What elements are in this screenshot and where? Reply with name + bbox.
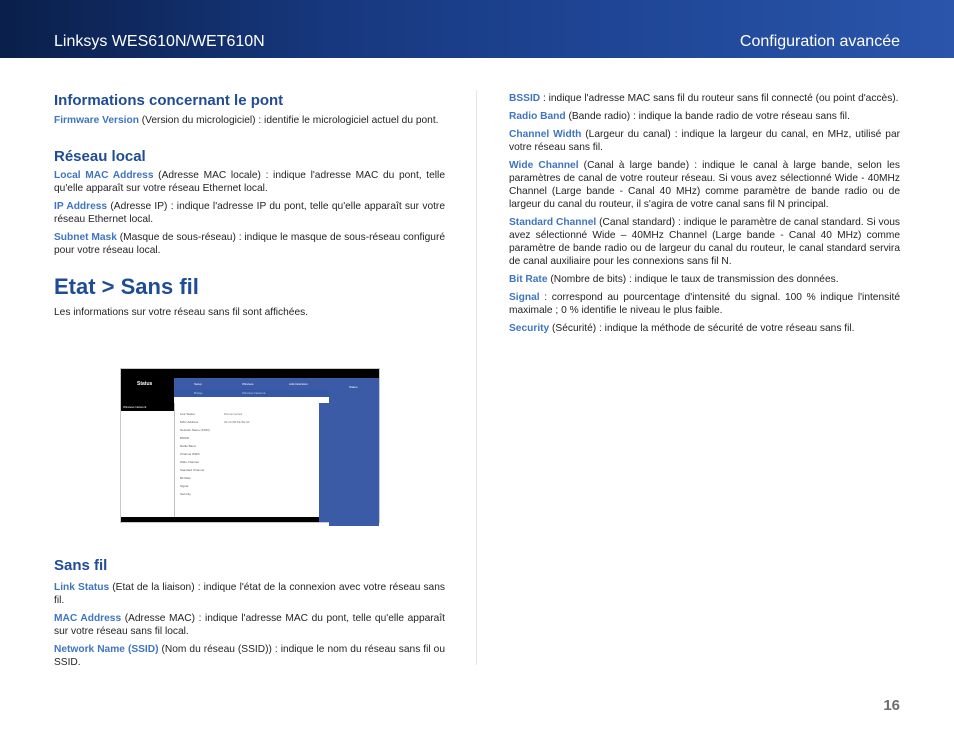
firmware-paragraph (54, 114, 445, 127)
left-column (54, 92, 445, 319)
security-text: (Sécurité) : indique la méthode de sécurité de votre réseau sans fil. (549, 323, 855, 334)
radio-band-term: Radio Band (509, 111, 566, 122)
signal-paragraph (509, 291, 900, 317)
shot-subnav-bridge: Bridge (194, 391, 203, 395)
wide-channel-paragraph (509, 159, 900, 211)
section-title: Configuration avancée (739, 33, 900, 50)
header-banner (0, 0, 954, 58)
local-network-heading: Réseau local (54, 148, 146, 165)
radio-band-paragraph (509, 110, 900, 123)
shot-row: MAC Address (180, 420, 199, 424)
shot-row: Signal (180, 484, 189, 488)
page-number: 16 (883, 697, 900, 714)
shot-vline (174, 403, 175, 517)
right-column (509, 92, 900, 335)
shot-nav-administration: Administration (289, 382, 309, 386)
shot-status-tab: Status (349, 385, 358, 389)
standard-channel-paragraph (509, 216, 900, 268)
wide-channel-text: (Canal à large bande) : indique le canal à large bande, selon les paramètres de canal de votre routeur réseau. Si vous avez sélectionné Wide - 40MHz Channel (Large bande - Canal 40 MHz) comme paramètre de bande radio ou de largeur du canal du routeur, il s'agira de votre canal sans fil N principal. (509, 160, 900, 210)
bit-rate-paragraph (509, 273, 900, 286)
channel-width-paragraph (509, 128, 900, 154)
wide-channel-term: Wide Channel (509, 160, 579, 171)
security-term: Security (509, 323, 550, 334)
shot-row: Link Status (180, 412, 195, 416)
product-title: Linksys WES610N/WET610N (54, 33, 265, 50)
subnet-term: Subnet Mask (54, 232, 117, 243)
bssid-term: BSSID (509, 93, 541, 104)
ip-paragraph (54, 200, 445, 226)
local-mac-term: Local MAC Address (54, 170, 154, 181)
shot-section-label (121, 403, 174, 411)
main-heading: Etat > Sans fil (54, 274, 199, 299)
shot-row: Wide Channel (180, 460, 199, 464)
shot-status-block (121, 369, 174, 403)
local-mac-text: (Adresse MAC locale) : indique l'adresse MAC du pont, telle qu'elle apparaît sur votre réseau Ethernet local. (54, 170, 445, 194)
main-intro: Les informations sur votre réseau sans fil sont affichées. (54, 307, 309, 318)
shot-row: Bit Rate (180, 476, 191, 480)
bit-rate-term: Bit Rate (509, 274, 548, 285)
shot-subnav (174, 390, 329, 397)
ip-term: IP Address (54, 201, 108, 212)
shot-navbar (174, 378, 329, 390)
radio-band-text: (Bande radio) : indique la bande radio de votre réseau sans fil. (565, 111, 850, 122)
bssid-text: : indique l'adresse MAC sans fil du routeur sans fil connecté (ou point d'accès). (540, 93, 899, 104)
shot-nav-setup: Setup (194, 382, 202, 386)
signal-term: Signal (509, 292, 540, 303)
column-divider (476, 90, 477, 665)
shot-section-text: Wireless Network (123, 405, 147, 409)
shot-status-label: Status (137, 381, 153, 387)
link-status-term: Link Status (54, 582, 110, 593)
wireless-heading: Sans fil (54, 557, 108, 574)
shot-side-blue (319, 403, 379, 522)
status-screenshot (120, 368, 380, 523)
shot-row: Radio Band (180, 444, 196, 448)
shot-value: 00:22:6B:FE:5E:9A (224, 420, 250, 424)
local-mac-paragraph (54, 169, 445, 195)
mac-paragraph (54, 612, 445, 638)
standard-channel-text: (Canal standard) : indique le paramètre de canal standard. Si vous avez sélectionné Wide – 40MHz Channel (Large bande - Canal 40 MHz) comme paramètre de bande radio ou de largeur du canal du routeur, le canal standard servira de canal auxiliaire pour les connexions sans fil N. (509, 217, 901, 267)
link-status-paragraph (54, 581, 445, 607)
firmware-term: Firmware Version (54, 115, 139, 126)
bit-rate-text: (Nombre de bits) : indique le taux de transmission des données. (547, 274, 839, 285)
bridge-info-heading: Informations concernant le pont (54, 92, 284, 109)
ssid-paragraph (54, 643, 445, 669)
mac-text: (Adresse MAC) : indique l'adresse MAC du pont, telle qu'elle apparaît sur votre réseau sans fil local. (54, 613, 445, 637)
firmware-text: (Version du micrologiciel) : identifie le micrologiciel actuel du pont. (138, 115, 439, 126)
subnet-paragraph (54, 231, 445, 257)
channel-width-term: Channel Width (509, 129, 582, 140)
ssid-term: Network Name (SSID) (54, 644, 159, 655)
subnet-text: (Masque de sous-réseau) : indique le masque de sous-réseau configuré pour votre réseau local. (54, 232, 446, 256)
ip-text: (Adresse IP) : indique l'adresse IP du pont, telle qu'elle apparaît sur votre réseau Ethernet local. (54, 201, 445, 225)
left-column-lower (54, 557, 445, 669)
signal-text: : correspond au pourcentage d'intensité du signal. 100 % indique l'intensité maximale ; 0 % identifie le niveau le plus faible. (509, 292, 900, 316)
shot-subnav-wireless: Wireless Network (242, 391, 266, 395)
shot-value: Disconnected (224, 412, 243, 416)
link-status-text: (Etat de la liaison) : indique l'état de la connexion avec votre réseau sans fil. (54, 582, 445, 606)
shot-row: Standard Channel (180, 468, 205, 472)
mac-term: MAC Address (54, 613, 122, 624)
shot-row: Network Name (SSID) (180, 428, 210, 432)
bssid-paragraph (509, 92, 900, 105)
shot-topbar (174, 369, 379, 378)
shot-row: BSSID (180, 436, 190, 440)
shot-nav-wireless: Wireless (242, 382, 254, 386)
security-paragraph (509, 322, 900, 335)
ssid-text: (Nom du réseau (SSID)) : indique le nom du réseau sans fil ou SSID. (54, 644, 445, 668)
shot-row: Channel Width (180, 452, 200, 456)
channel-width-text: (Largeur du canal) : indique la largeur du canal, en MHz, utilisé par votre réseau sans fil. (509, 129, 901, 153)
shot-bottom-bar (121, 517, 319, 522)
shot-row: Security (180, 492, 191, 496)
standard-channel-term: Standard Channel (509, 217, 597, 228)
